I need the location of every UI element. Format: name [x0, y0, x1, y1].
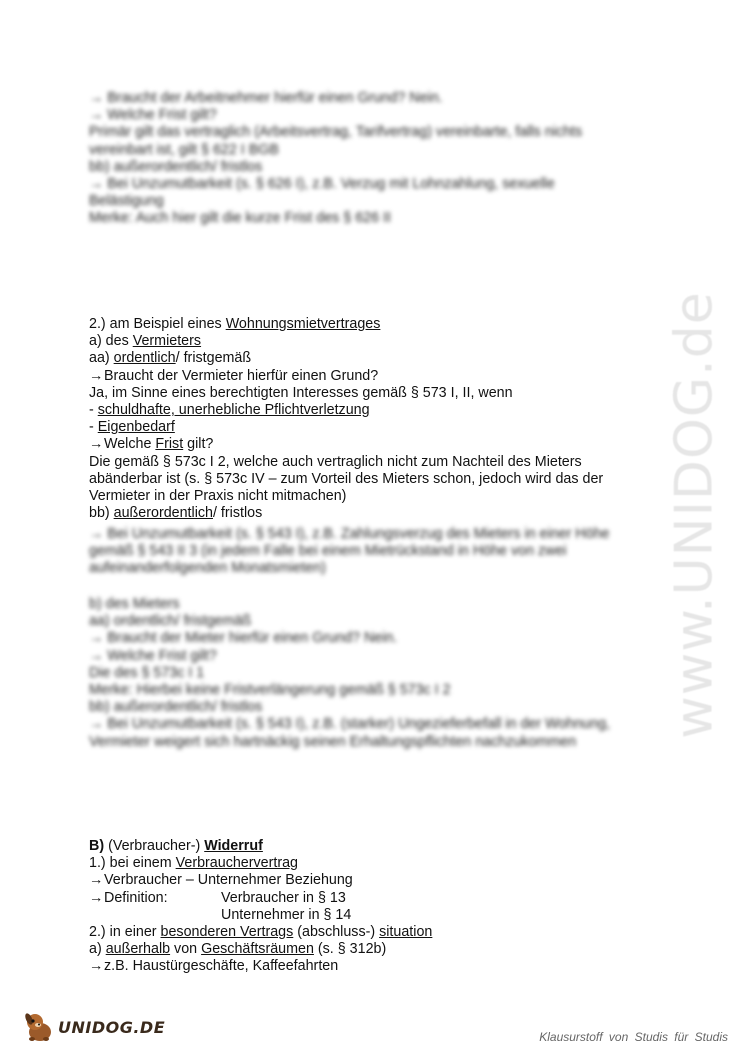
section-heading-b: B) (Verbraucher-) Widerruf — [89, 838, 263, 854]
blurred-line: Die des § 573c I 1 — [89, 664, 205, 681]
blurred-line: → Braucht der Mieter hierfür einen Grund? Nein. — [89, 630, 398, 647]
bullet-item: - Eigenbedarf — [89, 419, 175, 436]
blurred-line: → Welche Frist gilt? — [89, 107, 217, 124]
example-line: →z.B. Haustürgeschäfte, Kaffeefahrten — [89, 958, 339, 975]
blurred-line: → Bei Unzumutbarkeit (s. § 543 I), z.B. Zahlungsverzug des Mieters in einer Höhe — [89, 526, 610, 542]
logo-text: UNIDOG.DE — [58, 1017, 166, 1037]
answer-frist: Die gemäß § 573c I 2, welche auch vertraglich nicht zum Nachteil des Mieters abänderbar ist (s. § 573c IV – zum Vorteil des Mieters schon, jedoch wird das der Vermieter in der Praxis nicht mitmachen) — [89, 453, 604, 505]
blurred-line: Merke: Hierbei keine Fristverlängerung gemäß § 573c I 2 — [89, 682, 451, 699]
blurred-line: → Bei Unzumutbarkeit (s. § 626 I), z.B. Verzug mit Lohnzahlung, sexuelle — [89, 176, 555, 193]
blurred-line: aufeinanderfolgenden Monatsmieten) — [89, 560, 326, 577]
blurred-line: gemäß § 543 II 3 (in jedem Falle bei einem Mietrückstand in Höhe von zwei — [89, 543, 567, 560]
subheading-ordentlich: aa) ordentlich/ fristgemäß — [89, 350, 252, 367]
section-wohnungsmietvertrag — [89, 316, 649, 522]
blurred-line: → Bei Unzumutbarkeit (s. § 543 I), z.B. (starker) Ungezieferbefall in der Wohnung, — [89, 716, 611, 733]
arrow-right-icon: → — [89, 436, 104, 453]
relation-line: →Verbraucher – Unternehmer Beziehung — [89, 872, 353, 889]
blurred-section-lower — [89, 596, 649, 751]
definition-row: →Definition: Verbraucher in § 13 — [89, 889, 346, 906]
bullet-item: - schuldhafte, unerhebliche Pflichtverletzung — [89, 402, 370, 419]
blurred-line: bb) außerordentlich/ fristlos — [89, 158, 263, 175]
arrow-right-icon: → — [89, 367, 104, 384]
blurred-line: vereinbart ist, gilt § 622 I BGB — [89, 141, 279, 158]
blurred-line: bb) außerordentlich/ fristlos — [89, 699, 263, 716]
blurred-section-top — [89, 90, 649, 228]
blurred-section-middle — [89, 526, 649, 578]
definition-row: Unternehmer in § 14 — [221, 906, 352, 923]
blurred-line: Primär gilt das vertraglich (Arbeitsvertrag, Tarifvertrag) vereinbarte, falls nichts — [89, 124, 583, 141]
watermark — [655, 285, 735, 745]
subheading-vermieter: a) des Vermieters — [89, 333, 202, 350]
blurred-line: Merke: Auch hier gilt die kurze Frist des § 626 II — [89, 210, 391, 227]
item-ausserhalb: a) außerhalb von Geschäftsräumen (s. § 312b) — [89, 941, 387, 958]
dog-mascot-icon — [22, 1010, 56, 1044]
watermark-text: www.UNIDOG.de — [665, 291, 725, 739]
section-widerruf — [89, 838, 649, 976]
blurred-line: b) des Mieters — [89, 596, 180, 612]
question-frist: →Welche Frist gilt? — [89, 436, 214, 453]
blurred-line: aa) ordentlich/ fristgemäß — [89, 613, 252, 630]
answer-grund: Ja, im Sinne eines berechtigten Interesses gemäß § 573 I, II, wenn — [89, 384, 513, 401]
question-grund: →Braucht der Vermieter hierfür einen Grund? — [89, 367, 379, 384]
section-heading: 2.) am Beispiel eines Wohnungsmietvertrages — [89, 316, 381, 332]
blurred-line: Belästigung — [89, 193, 164, 210]
unidog-logo — [22, 1010, 165, 1044]
blurred-line: → Braucht der Arbeitnehmer hierfür einen Grund? Nein. — [89, 90, 443, 106]
footer-tagline: Klausurstoff von Studis für Studis — [539, 1030, 728, 1044]
subheading-ausserordentlich: bb) außerordentlich/ fristlos — [89, 505, 263, 522]
item-vertragssituation: 2.) in einer besonderen Vertrags (abschluss-) situation — [89, 924, 433, 941]
blurred-line: Vermieter weigert sich hartnäckig seinen Erhaltungspflichten nachzukommen — [89, 733, 577, 750]
item-verbrauchervertrag: 1.) bei einem Verbrauchervertrag — [89, 855, 299, 872]
blurred-line: → Welche Frist gilt? — [89, 647, 217, 664]
arrow-right-icon: → — [89, 958, 104, 975]
arrow-right-icon: → — [89, 889, 104, 906]
arrow-right-icon: → — [89, 872, 104, 889]
